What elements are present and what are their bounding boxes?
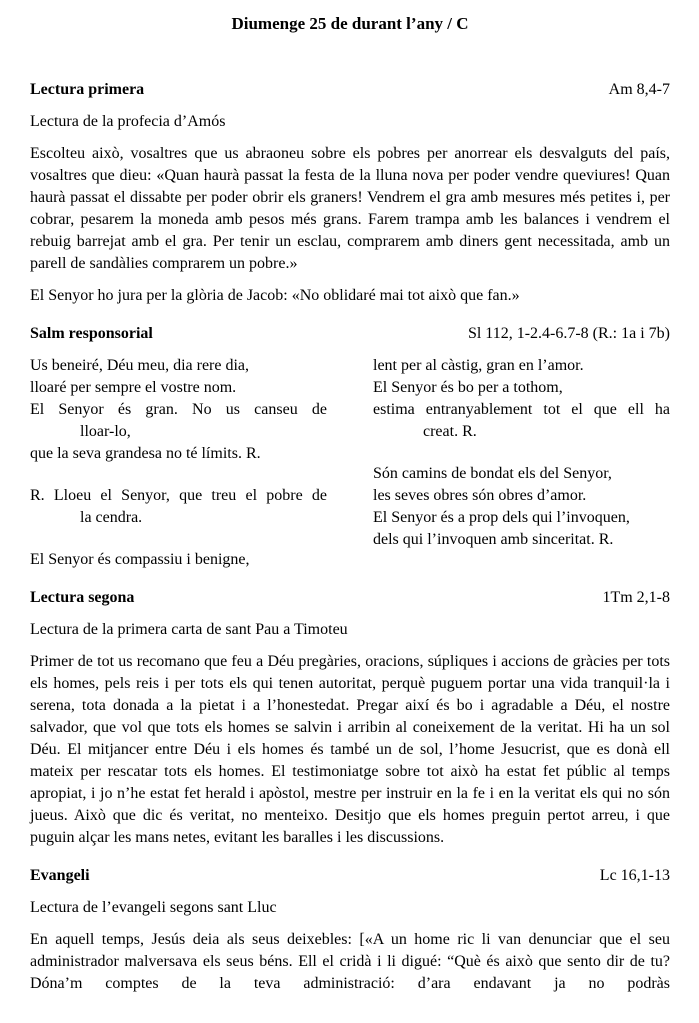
psalm-stanza [30, 485, 327, 529]
psalm-line: R. Lloeu el Senyor, que treu el pobre de [30, 487, 327, 504]
psalm-line: creat. R. [423, 423, 477, 440]
psalm-line: Són camins de bondat els del Senyor, [373, 465, 612, 482]
psalm-line: les seves obres són obres d’amor. [373, 487, 587, 504]
reading-first-reference: Am 8,4-7 [608, 81, 670, 98]
reading-second-paragraph: Primer de tot us recomano que feu a Déu pregàries, oracions, súpliques i accions de gràcies per tots els homes, pels reis i per tots els qui tenen autoritat, perquè puguem portar una vida tranquil·la i serena, tota donada a la pietat i a l’honestedat. Pregar així és bo i agradable a Déu, el nostre salvador, que vol que tots els homes se salvin i arribin al coneixement de la veritat. Hi ha un sol Déu. El mitjancer entre Déu i els homes és també un de sol, l’home Jesucrist, que es donà ell mateix per rescatar tots els homes. El testimoniatge sobre tot això ha estat fet públic al temps apropiat, i jo n’he estat fet herald i apòstol, mestre per instruir en la fe i en la veritat els qui no són jueus. Això que dic és veritat, no menteixo. Desitjo que els homes preguin pertot arreu, i que puguin alçar les mans netes, evitant les baralles i les discussions. [30, 653, 670, 846]
psalm-line: El Senyor és bo per a tothom, [373, 379, 563, 396]
psalm-line: El Senyor és a prop dels qui l’invoquen, [373, 509, 630, 526]
psalm-line: lent per al càstig, gran en l’amor. [373, 357, 584, 374]
reading-first-header [30, 79, 670, 101]
reading-first-paragraph: Escolteu això, vosaltres que us abraoneu sobre els pobres per anorrear els desvalguts del país, vosaltres que dieu: «Quan haurà passat la festa de la lluna nova per poder vendre queviures! Quan haurà passat el dissabte per poder obrir els graners! Vendrem el gra amb mesures més petites i, per cobrar, pesarem la moneda amb pesos més grans. Farem trampa amb les balances i vendrem el rebuig barrejat amb el gra. Per tenir un esclau, comprarem amb diners gent necessitada, amb un parell de sandàlies comprarem un pobre.» [30, 145, 670, 272]
gospel-reference: Lc 16,1-13 [599, 867, 670, 884]
psalm-line: Us beneiré, Déu meu, dia rere dia, [30, 357, 250, 374]
psalm-header [30, 323, 670, 345]
reading-second-header [30, 587, 670, 609]
psalm-line: lloaré per sempre el vostre nom. [30, 379, 237, 396]
reading-first-oath-line: El Senyor ho jura per la glòria de Jacob: «No oblidaré mai tot això que fan.» [30, 287, 520, 304]
psalm-stanza [373, 355, 670, 443]
gospel-header [30, 865, 670, 887]
gospel-paragraph: En aquell temps, Jesús deia als seus deixebles: [«A un home ric li van denunciar que el seu administrador malversava els seus béns. Ell el cridà i li digué: “Què és això que sento dir de tu? Dóna’m comptes de la teva administració: d’ara endavant ja no podràs [30, 931, 670, 992]
reading-first-source: Lectura de la profecia d’Amós [30, 113, 226, 130]
psalm-line: estima entranyablement tot el que ell ha [373, 401, 670, 418]
psalm-line: que la seva grandesa no té límits. R. [30, 445, 261, 462]
psalm-line: la cendra. [80, 509, 143, 526]
psalm-stanza [373, 463, 670, 551]
gospel-source: Lectura de l’evangeli segons sant Lluc [30, 899, 277, 916]
reading-second-label: Lectura segona [30, 589, 135, 606]
psalm-columns [30, 355, 670, 571]
psalm-line: El Senyor és gran. No us canseu de [30, 401, 327, 418]
psalm-reference: Sl 112, 1-2.4-6.7-8 (R.: 1a i 7b) [467, 325, 670, 342]
page-title: Diumenge 25 de durant l’any / C [231, 14, 469, 33]
psalm-line: lloar-lo, [80, 423, 131, 440]
reading-second-reference: 1Tm 2,1-8 [602, 589, 670, 606]
psalm-right-column [373, 355, 670, 571]
psalm-line: dels qui l’invoquen amb sinceritat. R. [373, 531, 614, 548]
psalm-stanza [30, 549, 327, 571]
reading-second-source: Lectura de la primera carta de sant Pau a Timoteu [30, 621, 348, 638]
gospel-label: Evangeli [30, 867, 90, 884]
psalm-line: El Senyor és compassiu i benigne, [30, 551, 250, 568]
reading-first-label: Lectura primera [30, 81, 145, 98]
psalm-left-column [30, 355, 327, 571]
psalm-label: Salm responsorial [30, 325, 153, 342]
psalm-stanza [30, 355, 327, 465]
